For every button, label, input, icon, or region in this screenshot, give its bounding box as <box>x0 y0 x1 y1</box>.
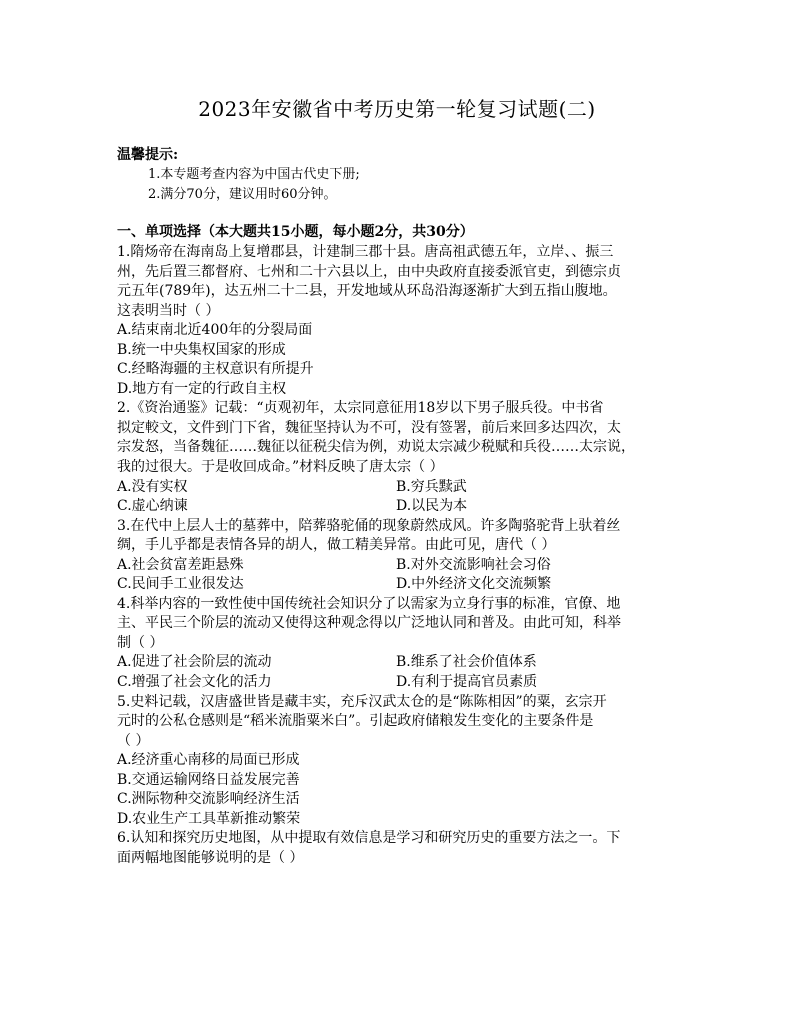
document-title: 2023年安徽省中考历史第一轮复习试题(二) <box>198 97 596 121</box>
question-text-line: 2.《资治通鉴》记载：“贞观初年，太宗同意征用18岁以下男子服兵役。中书省 <box>117 400 604 417</box>
option-a: A.没有实权 <box>117 478 188 495</box>
question-text-line: 3.在代中上层人士的墓葬中，陪葬骆驼俑的现象蔚然成风。许多陶骆驼背上驮着丝 <box>117 517 621 534</box>
question-3 <box>117 517 687 595</box>
option-b: B.对外交流影响社会习俗 <box>396 556 551 573</box>
question-4 <box>117 595 687 693</box>
option-c: C.经略海疆的主权意识有所提升 <box>117 361 314 378</box>
question-text-line: 我的过很大。于是收回成命。”材料反映了唐太宗（ ） <box>117 459 444 476</box>
option-d: D.地方有一定的行政自主权 <box>117 380 287 397</box>
question-text-line: （ ） <box>117 732 150 749</box>
question-text-line: 元时的公私仓感则是“稻米流脂粟米白”。引起政府储粮发生变化的主要条件是 <box>117 713 594 730</box>
option-b: B.交通运输网络日益发展完善 <box>117 771 300 788</box>
option-c: C.民间手工业很发达 <box>117 576 244 593</box>
tips-heading: 温馨提示: <box>117 147 179 163</box>
option-a: A.促进了社会阶层的流动 <box>117 654 272 671</box>
question-1 <box>117 243 687 399</box>
question-text-line: 宗发怒，当备魏征……魏征以征税尖信为例，劝说太宗减少税赋和兵役……太宗说， <box>117 439 635 456</box>
option-a: A.经济重心南移的局面已形成 <box>117 752 300 769</box>
question-text-line: 拟定較文，文件到门下省，魏征坚持认为不可，没有签署，前后来回多达四次，太 <box>117 419 621 436</box>
question-text-line: 制（ ） <box>117 634 164 651</box>
option-b: B.维系了社会价值体系 <box>396 654 537 671</box>
question-text-line: 6.认知和探究历史地图，从中提取有效信息是学习和研究历史的重要方法之一。下 <box>117 830 621 847</box>
option-a: A.社会贫富差距悬殊 <box>117 556 244 573</box>
question-text-line: 主、平民三个阶层的流动又使得这种观念得以广泛地认同和普及。由此可知，科举 <box>117 615 621 632</box>
question-text-line: 4.科举内容的一致性使中国传统社会知识分了以需家为立身行事的标准，官僚、地 <box>117 595 621 612</box>
question-text-line: 面两幅地图能够说明的是（ ） <box>117 849 304 866</box>
option-d: D.有利于提高官员素质 <box>396 674 538 691</box>
option-c: C.增强了社会文化的活力 <box>117 674 272 691</box>
option-b: B.穷兵黩武 <box>396 478 467 495</box>
question-text-line: 5.史料记载，汉唐盛世皆是藏丰实，充斥汉武太仓的是“陈陈相因”的粟，玄宗开 <box>117 693 607 710</box>
question-text-line: 这表明当时（ ） <box>117 302 220 319</box>
option-c: C.洲际物种交流影响经济生活 <box>117 791 300 808</box>
option-c: C.虚心纳谏 <box>117 498 188 515</box>
option-a: A.结束南北近400年的分裂局面 <box>117 322 313 339</box>
option-row <box>117 478 687 498</box>
question-text-line: 1.隋炀帝在海南岛上复增郡县，计建制三郡十县。唐高祖武德五年，立岸、、振三 <box>117 244 614 260</box>
question-text-line: 绸，手儿乎都是表情各异的胡人，做工精美异常。由此可见，唐代（ ） <box>117 537 556 554</box>
option-row <box>117 575 687 595</box>
question-text-line: 州，先后置三都督府、七州和二十六县以上，由中央政府直接委派官吏，到德宗贞 <box>117 263 621 280</box>
section-heading: 一、单项选择（本大题共15小题，每小题2分，共30分） <box>117 224 474 240</box>
option-row <box>117 497 687 517</box>
option-row <box>117 556 687 576</box>
question-6 <box>117 829 687 868</box>
option-row <box>117 673 687 693</box>
option-row <box>117 653 687 673</box>
option-b: B.统一中央集权国家的形成 <box>117 341 286 358</box>
question-text-line: 元五年(789年)，达五州二十二县，开发地域从环岛沿海逐渐扩大到五指山腹地。 <box>117 283 617 300</box>
option-d: D.中外经济文化交流频繁 <box>396 576 552 593</box>
tip-item: 1.本专题考查内容为中国古代史下册; <box>148 167 360 182</box>
question-5 <box>117 693 687 830</box>
option-d: D.农业生产工具革新推动繁荣 <box>117 810 301 827</box>
option-d: D.以民为本 <box>396 498 468 515</box>
tip-item: 2.满分70分，建议用时60分钟。 <box>148 187 337 202</box>
question-list <box>117 243 687 869</box>
question-2 <box>117 399 687 516</box>
